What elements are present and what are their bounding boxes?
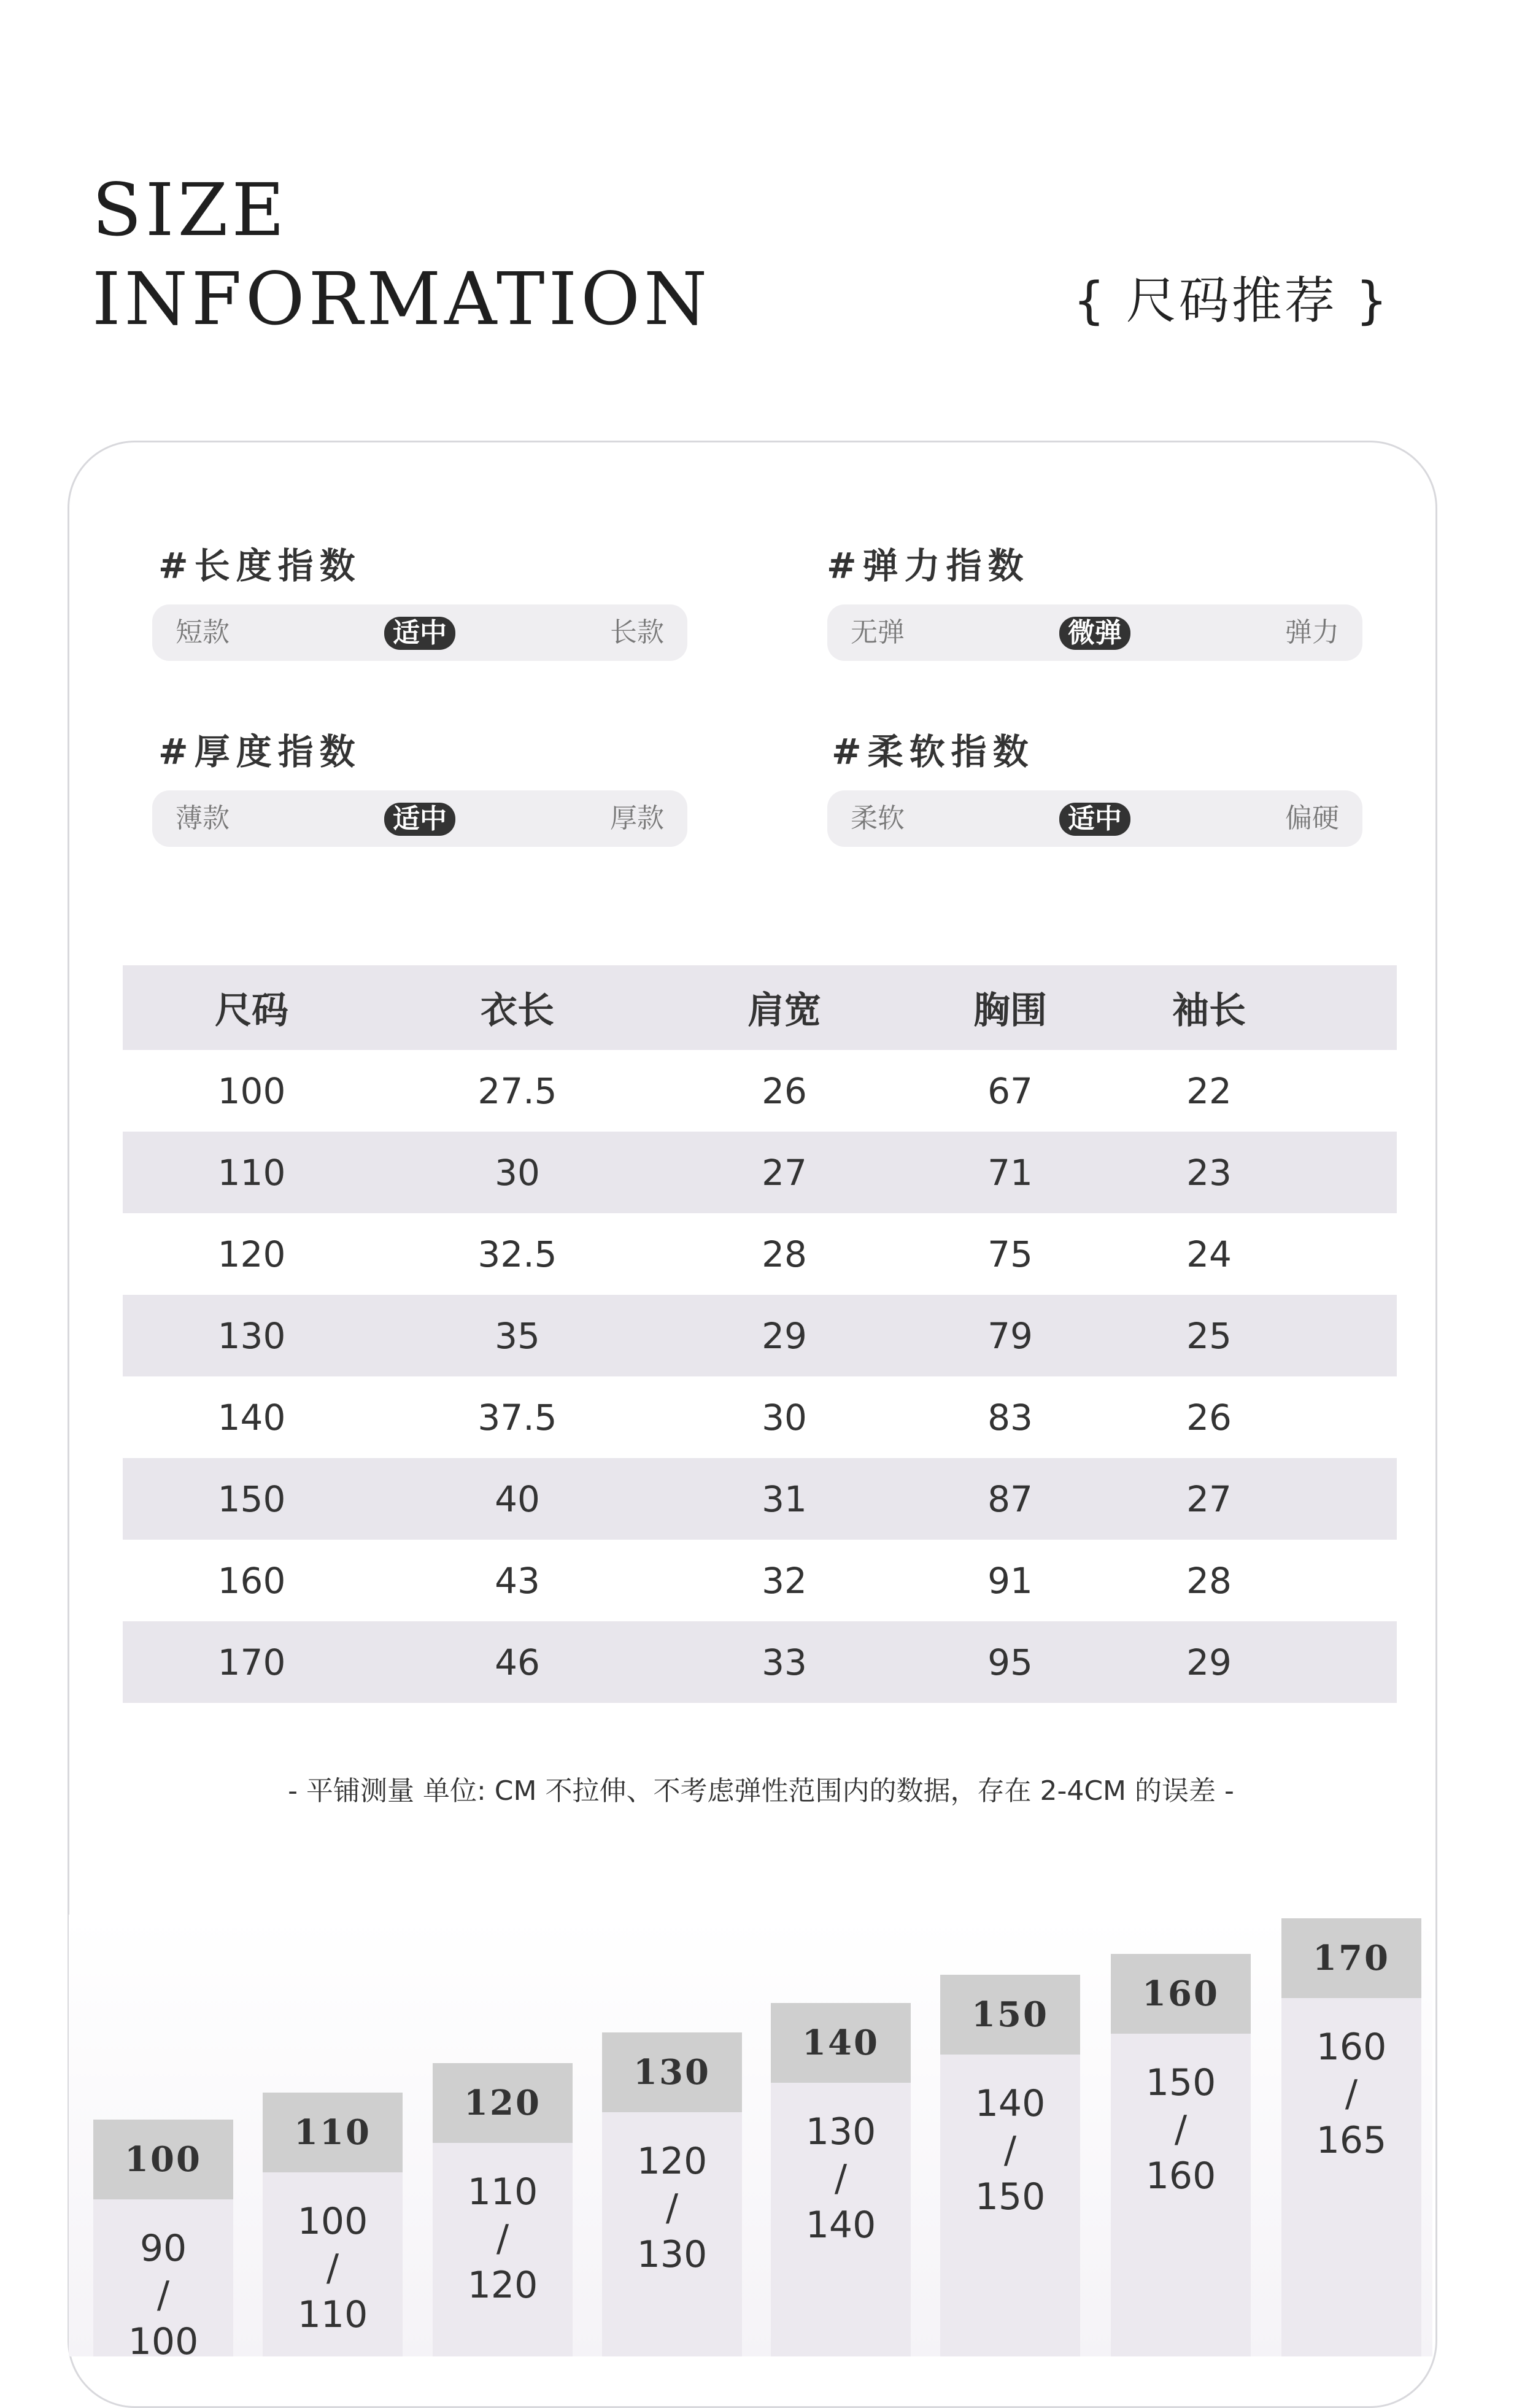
- measurement-note: - 平铺测量 单位: CM 不拉伸、不考虑弹性范围内的数据，存在 2-4CM 的误差 -: [288, 1775, 1234, 1807]
- page-title: [92, 166, 711, 344]
- height-bar-range: [263, 2172, 403, 2338]
- height-bar-range: [771, 2083, 911, 2248]
- softness-option-selected: 适中: [1059, 803, 1130, 836]
- cell-size: 120: [217, 1233, 286, 1275]
- cell-sleeve: 28: [1186, 1559, 1232, 1602]
- title-line-size: SIZE: [92, 168, 288, 252]
- cell-shoulder: 33: [762, 1641, 807, 1683]
- height-range-from: 160: [1316, 2026, 1387, 2069]
- height-bar-140: [771, 2003, 911, 2356]
- length-option-long: 长款: [610, 617, 664, 648]
- height-bar-110: [263, 2093, 403, 2356]
- height-range-from: 120: [636, 2140, 708, 2183]
- height-bar-170: [1281, 1918, 1421, 2356]
- cell-shoulder: 26: [762, 1070, 807, 1112]
- cell-shoulder: 27: [762, 1151, 807, 1194]
- height-range-separator: /: [1003, 2129, 1017, 2172]
- cell-chest: 83: [987, 1396, 1033, 1438]
- thickness-index-bar: [152, 790, 687, 847]
- length-option-short: 短款: [176, 617, 230, 648]
- height-bar-size: 140: [771, 2003, 911, 2083]
- header-length: 衣长: [481, 989, 554, 1032]
- cell-chest: 87: [987, 1478, 1033, 1520]
- cell-length: 43: [495, 1559, 540, 1602]
- height-bar-120: [433, 2063, 573, 2356]
- cell-chest: 67: [987, 1070, 1033, 1112]
- thickness-index-label: #厚度指数: [158, 731, 361, 773]
- softness-index-bar: [827, 790, 1362, 847]
- height-range-separator: /: [834, 2157, 848, 2200]
- height-range-to: 110: [297, 2293, 368, 2336]
- elasticity-option-none: 无弹: [851, 617, 905, 648]
- height-bar-range: [1111, 2034, 1251, 2199]
- height-bar-size: 120: [433, 2063, 573, 2143]
- height-range-separator: /: [1345, 2072, 1358, 2115]
- height-bar-range: [93, 2199, 233, 2365]
- elasticity-option-elastic: 弹力: [1285, 617, 1339, 648]
- height-range-from: 110: [467, 2171, 538, 2213]
- height-range-to: 150: [975, 2175, 1046, 2218]
- cell-chest: 75: [987, 1233, 1033, 1275]
- height-range-to: 140: [805, 2204, 876, 2247]
- height-range-from: 150: [1145, 2061, 1216, 2104]
- height-bar-size: 100: [93, 2120, 233, 2199]
- height-bar-range: [940, 2055, 1080, 2220]
- height-range-to: 160: [1145, 2155, 1216, 2198]
- length-option-selected: 适中: [384, 617, 455, 650]
- height-bar-range: [602, 2112, 742, 2278]
- cell-sleeve: 29: [1186, 1641, 1232, 1683]
- cell-shoulder: 31: [762, 1478, 807, 1520]
- height-bar-160: [1111, 1954, 1251, 2356]
- height-range-from: 140: [975, 2082, 1046, 2125]
- cell-size: 160: [217, 1559, 286, 1602]
- cell-chest: 95: [987, 1641, 1033, 1683]
- cell-size: 140: [217, 1396, 286, 1438]
- cell-length: 27.5: [477, 1070, 557, 1112]
- elasticity-index-label: #弹力指数: [827, 545, 1030, 587]
- height-bar-size: 170: [1281, 1918, 1421, 1998]
- height-range-separator: /: [156, 2274, 170, 2317]
- cell-sleeve: 25: [1186, 1314, 1232, 1357]
- thickness-option-thick: 厚款: [610, 803, 664, 834]
- height-bar-range: [1281, 1998, 1421, 2164]
- length-index-label: #长度指数: [158, 545, 361, 587]
- cell-shoulder: 30: [762, 1396, 807, 1438]
- softness-option-soft: 柔软: [851, 803, 905, 834]
- height-bar-130: [602, 2032, 742, 2356]
- height-bar-150: [940, 1975, 1080, 2356]
- cell-length: 46: [495, 1641, 540, 1683]
- softness-option-hard: 偏硬: [1285, 803, 1339, 834]
- cell-size: 130: [217, 1314, 286, 1357]
- header-shoulder: 肩宽: [747, 989, 821, 1032]
- elasticity-option-selected: 微弹: [1059, 617, 1130, 650]
- cell-length: 35: [495, 1314, 540, 1357]
- thickness-option-selected: 适中: [384, 803, 455, 836]
- table-row: [123, 1213, 1397, 1295]
- table-row: [123, 1295, 1397, 1376]
- table-row: [123, 1458, 1397, 1540]
- cell-size: 110: [217, 1151, 286, 1194]
- table-row: [123, 1376, 1397, 1458]
- cell-size: 100: [217, 1070, 286, 1112]
- cell-sleeve: 22: [1186, 1070, 1232, 1112]
- cell-chest: 71: [987, 1151, 1033, 1194]
- table-row: [123, 1132, 1397, 1213]
- cell-sleeve: 24: [1186, 1233, 1232, 1275]
- cell-shoulder: 28: [762, 1233, 807, 1275]
- table-row: [123, 1621, 1397, 1703]
- height-bar-size: 160: [1111, 1954, 1251, 2034]
- table-row: [123, 1540, 1397, 1621]
- height-range-separator: /: [1174, 2108, 1188, 2151]
- header-size: 尺码: [215, 989, 288, 1032]
- thickness-option-thin: 薄款: [176, 803, 230, 834]
- length-index-bar: [152, 604, 687, 661]
- elasticity-index-bar: [827, 604, 1362, 661]
- table-header-row: [123, 965, 1397, 1050]
- size-recommend-label: { 尺码推荐 }: [1073, 272, 1390, 330]
- height-bar-100: [93, 2120, 233, 2363]
- cell-length: 32.5: [477, 1233, 557, 1275]
- cell-chest: 91: [987, 1559, 1033, 1602]
- cell-sleeve: 23: [1186, 1151, 1232, 1194]
- cell-shoulder: 32: [762, 1559, 807, 1602]
- height-bar-size: 130: [602, 2032, 742, 2112]
- height-bar-range: [433, 2143, 573, 2309]
- height-range-to: 120: [467, 2264, 538, 2307]
- cell-length: 40: [495, 1478, 540, 1520]
- cell-chest: 79: [987, 1314, 1033, 1357]
- height-range-from: 90: [139, 2227, 187, 2270]
- cell-sleeve: 26: [1186, 1396, 1232, 1438]
- cell-length: 37.5: [477, 1396, 557, 1438]
- height-range-separator: /: [326, 2247, 339, 2290]
- softness-index-label: #柔软指数: [832, 731, 1035, 773]
- cell-sleeve: 27: [1186, 1478, 1232, 1520]
- height-range-separator: /: [496, 2217, 509, 2260]
- height-range-to: 100: [128, 2320, 199, 2363]
- table-row: [123, 1050, 1397, 1132]
- height-range-from: 130: [805, 2110, 876, 2153]
- cell-size: 150: [217, 1478, 286, 1520]
- cell-size: 170: [217, 1641, 286, 1683]
- height-range-to: 130: [636, 2233, 708, 2276]
- height-range-to: 165: [1316, 2119, 1387, 2162]
- cell-length: 30: [495, 1151, 540, 1194]
- height-range-from: 100: [297, 2200, 368, 2243]
- size-table: [123, 965, 1397, 1703]
- header-sleeve: 袖长: [1172, 989, 1246, 1032]
- height-range-separator: /: [665, 2186, 679, 2229]
- cell-shoulder: 29: [762, 1314, 807, 1357]
- header-chest: 胸围: [973, 989, 1047, 1032]
- height-bar-size: 150: [940, 1975, 1080, 2055]
- title-line-information: INFORMATION: [92, 257, 711, 341]
- height-bar-size: 110: [263, 2093, 403, 2172]
